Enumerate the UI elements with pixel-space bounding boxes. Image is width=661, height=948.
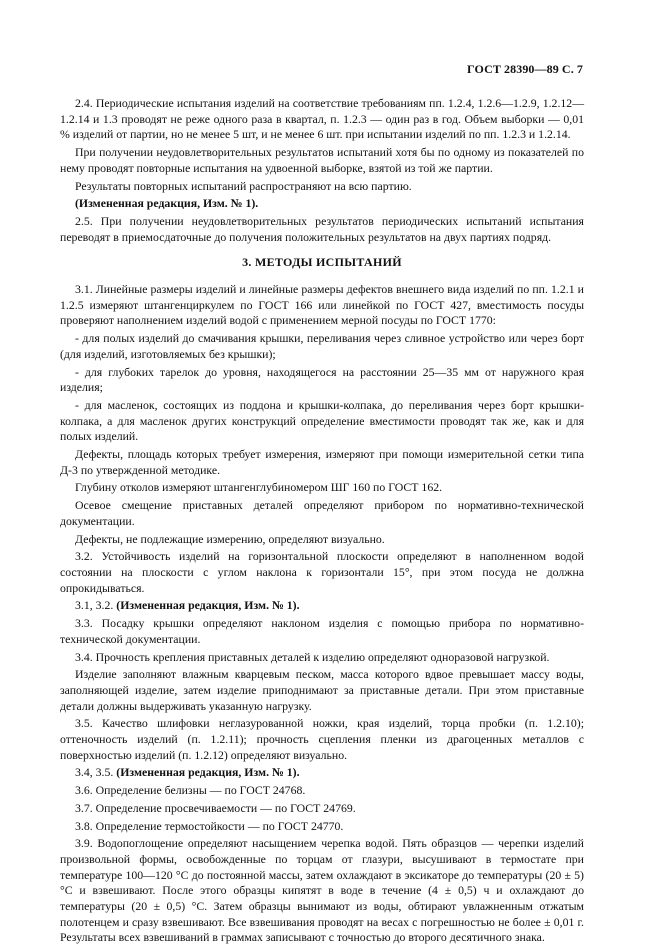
page-header: ГОСТ 28390—89 С. 7	[467, 62, 583, 76]
paragraph-3-4: 3.4. Прочность крепления приставных деталей к изделию определяют одноразовой нагрузкой.	[75, 649, 550, 664]
paragraph-repeat-tests: При получении неудовлетворительных результатов испытаний хотя бы по одному из показателей по нему проводят повторные испытания на удвоенной выборке, взятой из той же партии.	[60, 145, 584, 175]
paragraph-3-5: 3.5. Качество шлифовки неглазурованной ножки, края изделий, торца пробки (п. 1.2.10); оттеночность изделий (п. 1.2.11); прочность сцепления пленки из драгоценных металлов с поверхностью изделий (п. 1.2.12) определяют визуально.	[60, 716, 584, 762]
paragraph-3-9: 3.9. Водопоглощение определяют насыщением черепка водой. Пять образцов — черепки изделий произвольной формы, освобожденные по торцам от глазури, высушивают в термостате при температуре 100—120 °С до постоянной массы, затем охлаждают в эксикаторе до температуры (20 ± 5) °С и взвешивают. После этого образцы кипятят в воде в течение (4 ± 0,5) ч и охлаждают до температуры (20 ± 0,5) °С. Затем образцы вынимают из воды, обтирают увлажненным отжатым полотенцем и сразу взвешивают. Все взвешивания проводят на весах с погрешностью не более ± 0,01 г. Результаты всех взвешиваний в граммах записывают с точностью до второго десятичного знака.	[60, 836, 584, 945]
paragraph-3-1: 3.1. Линейные размеры изделий и линейные размеры дефектов внешнего вида изделий по пп. 1.2.1 и 1.2.5 измеряют штангенциркулем по ГОСТ 166 или линейкой по ГОСТ 427, вместимость посуды проверяют наполнением изделий водой с применением мерной посуды по ГОСТ 1770:	[60, 282, 584, 328]
paragraph-axial-offset: Осевое смещение приставных деталей определяют прибором по нормативно-технической документации.	[60, 498, 584, 528]
paragraph-sand-test: Изделие заполняют влажным кварцевым песком, масса которого вдвое превышает массу воды, заполняющей изделие, затем изделие приподнимают за приставные детали. При этом приставные детали должны выдерживать указанную нагрузку.	[60, 667, 584, 713]
document-body	[60, 96, 584, 948]
section-title: 3. МЕТОДЫ ИСПЫТАНИЙ	[242, 255, 402, 270]
paragraph-3-2: 3.2. Устойчивость изделий на горизонтальной плоскости определяют в наполненном водой состоянии на плоскости с углом наклона к горизонтали 15°, при этом посуда не должна опрокидываться.	[60, 549, 584, 595]
paragraph-defects-area: Дефекты, площадь которых требует измерения, измеряют при помощи измерительной сетки типа Д-3 по утвержденной методике.	[60, 447, 584, 477]
paragraph-repeat-results: Результаты повторных испытаний распространяют на всю партию.	[75, 178, 412, 193]
paragraph-chip-depth: Глубину отколов измеряют штангенглубиномером ШГ 160 по ГОСТ 162.	[75, 480, 443, 495]
amendment-3-4-3-5	[60, 765, 584, 781]
amendment-3-1-3-2	[60, 598, 584, 614]
list-item-deep-plates: - для глубоких тарелок до уровня, находящегося на расстоянии 25—35 мм от наружного края изделия;	[60, 364, 584, 395]
list-item-hollow: - для полых изделий до смачивания крышки, переливания через сливное устройство или через борт (для изделий, изготовляемых без крышки);	[60, 331, 584, 361]
paragraph-2-4: 2.4. Периодические испытания изделий на соответствие требованиям пп. 1.2.4, 1.2.6—1.2.9, 1.2.12—1.2.14 и 1.3 проводят не реже одного раза в квартал, п. 1.2.3 — один раз в год. Объем выборки — 0,01 % изделий от партии, но не менее 5 шт, и не менее 6 шт. при испытании изделий по пп. 1.2.3 и 1.2.14.	[60, 96, 584, 142]
amendment-label: 3.1, 3.2.	[75, 598, 114, 613]
amendment-text: (Измененная редакция, Изм. № 1).	[116, 765, 300, 780]
paragraph-3-7: 3.7. Определение просвечиваемости — по ГОСТ 24769.	[75, 800, 356, 815]
paragraph-3-6: 3.6. Определение белизны — по ГОСТ 24768.	[75, 783, 306, 798]
paragraph-2-5: 2.5. При получении неудовлетворительных результатов периодических испытаний испытания переводят в приемосдаточные до получения положительных результатов на двух партиях подряд.	[60, 213, 584, 244]
amendment-text: (Измененная редакция, Изм. № 1).	[116, 598, 300, 613]
paragraph-3-8: 3.8. Определение термостойкости — по ГОСТ 24770.	[75, 818, 344, 833]
amendment-label: 3.4, 3.5.	[75, 765, 114, 780]
paragraph-visual-defects: Дефекты, не подлежащие измерению, определяют визуально.	[75, 531, 385, 546]
list-item-butter-dishes: - для масленок, состоящих из поддона и крышки-колпака, до переливания через борт крышки-колпака, а для масленок других конструкций определение вместимости проводят так же, как и для полых изделий.	[60, 397, 584, 444]
paragraph-3-3: 3.3. Посадку крышки определяют наклоном изделия с помощью прибора по нормативно-технической документации.	[60, 616, 584, 646]
amendment-note: (Измененная редакция, Изм. № 1).	[75, 196, 259, 211]
